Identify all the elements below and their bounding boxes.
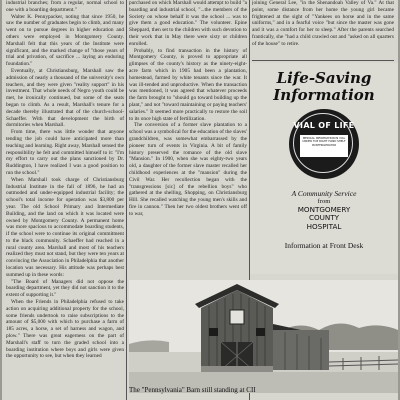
article-paragraph: Walter K. Pennypacker, noting that since 1950, he saw the number of graduates begin to climb, and many went on to pursue degrees in higher education and others were employed in Montgomery County. Marshall felt that this years of the Institute were significant, and the marked change of "those years of trial and privation, of sacrifice ... laying an enduring foundation." [6,13,124,68]
barn-illustration [129,280,398,393]
logo-label-panel [300,135,348,157]
article-paragraph: "The Board of Managers did not oppose the boarding department, yet they did not sanction it to the extent of supporting it." [6,278,124,299]
hospital-name-line: HOSPITAL [306,221,342,231]
hospital-name-line: COUNTY [308,213,340,223]
article-paragraph: When the Friends in Philadelphia refused to take action on acquiring additional property for the school, some friends undertook to raise subscriptions to the amount of $5,000 with which to purchase a farm of 185 acres, a horse, a set of harness and wagon, and plow." There was great eagerness on the part of Marshall's staff to turn the graded school into a boarding institution where boys and girls were given the opportunity to see, but when they learned [6,299,124,360]
logo-name: VIAL OF LIFE [293,121,355,130]
vial-of-life-advertisement [250,63,398,274]
photo-caption: The "Pennsylvania" Barn still standing at CII [129,386,256,394]
from-line: from [317,198,331,205]
hospital-name-line: MONTGOMERY [297,205,351,214]
barn-photo [129,280,398,393]
logo-label-text: MEDICAL INFORMATION IN VIAL UNDER TOP RIGHT HAND SHELF IN REFRIGERATOR [302,136,346,147]
column-divider [126,0,127,400]
article-paragraph: purchased on which Marshall would attempt to build "a boarding and industrial school, "...the members of the Society on whose behalf it was the school ... was to give them a good education." The volunteer. Epine Sheppard, then set to the children with such devotion to their work that in May there were sixty or children enrolled. [129,0,247,47]
article-paragraph: When Marshall took charge of Christiansburg Industrial Institute in the fall of 1896, he had an outmoded and under-equipped industrial facility; the school's total income for operation was $3,800 per year. The old School Primary and Intermediate Building, and the land on which it was located were owned by Montgomery County. A permanent home was more spacious to accommodate boarding students, if the school were to continue its original commitment to the black community. Schaeffer had reached in a rural county area. Marshall and most of his teachers realized they must not stand, but they were ten years at convincing the Association in Philadelphia that another location was necessary. His attitude was perhaps best summed up in these words: [6,176,124,278]
article-paragraph: From time, there was little wonder that anyone tending the job could have anticipated more than teaching and learning. Right away, Marshall sensed the responsibility he felt and committed himself to it: "I'm my effort to carry out the plans sanctioned by Dr. Ruddington, I have realized I was a good position to run the school." [6,129,124,176]
article-paragraph: Eventually, at Christiansburg, Marshall saw the admission of nearly a thousand of the university's own teachers, and they were given "reality support" in his investment. That whole needs of Negro youth could be met, he ironically continued, but some of the seats began to climb. As a result, Marshall's tenure for a decade thereby illustrated that of the church-school-Schaeffer. With that development the birth of dormitories when Marshall. [6,67,124,129]
article-paragraph: joining General Lee, "in the Shenandoah Valley of Va." At that point, some distance from her home the young girl became frightened at the sight of "Yankees on horse and in the same uniforms," and in a fearful voice "but since the master was gone and it was a comfort for her to sleep." After the parents searched frantically, she "had a child crawled out and "asked on all quarters of the house" to retire. [252,0,394,47]
section-divider [252,60,394,61]
ad-title-line-2: Information [273,86,375,104]
community-service-line: A Community Service [291,189,357,198]
newspaper-page [2,0,398,400]
article-paragraph: Probably, to find transaction in the history of Montgomery County, is proved to appropriate all glimpses of the county's history as the ninety-eight-acre farm which in 1905 had been a plantation, homestead, farmed by white tenants since the war. It was ill-tended and unproductive. When the transaction was mentioned, it was agreed that whatever proceeds the farm brought to "should go toward building up the plant," and not "toward maintaining or paying teachers' salaries." It seemed more practically to restore the soil to its once high state of fertilization. [129,47,247,122]
article-column-3 [252,0,394,58]
article-paragraph: The conversion of a former slave plantation to a school was a symbolical for the education of the slaves' grandchildren, was somewhat embarrassed by the pioneer turn of events in Virginia. A bit of family history preserved the romance of the old slave "Mansion." In 1900, when she was eighty-two years old, a daughter of the former slave master recalled her childhood experiences at the "mansion" during the Civil War. Her recollection began with the "transgressions [sic] of the rebellion boys" who gathered at the shelling, Shopping, on Christiansburg Hill. She recalled watching the young men's skills and fire in cannon." Then her two oldest brothers went off to war, [129,122,247,217]
article-paragraph: industrial branches; from a regular, normal school to one with a boarding department." [6,0,124,13]
article-column-2 [129,0,247,276]
vial-of-life-logo [289,109,359,179]
front-desk-info: Information at Front Desk [284,241,364,250]
article-column-1 [6,0,124,400]
hospital-name [250,206,398,231]
ad-title-line-1: Life-Saving [276,69,372,87]
